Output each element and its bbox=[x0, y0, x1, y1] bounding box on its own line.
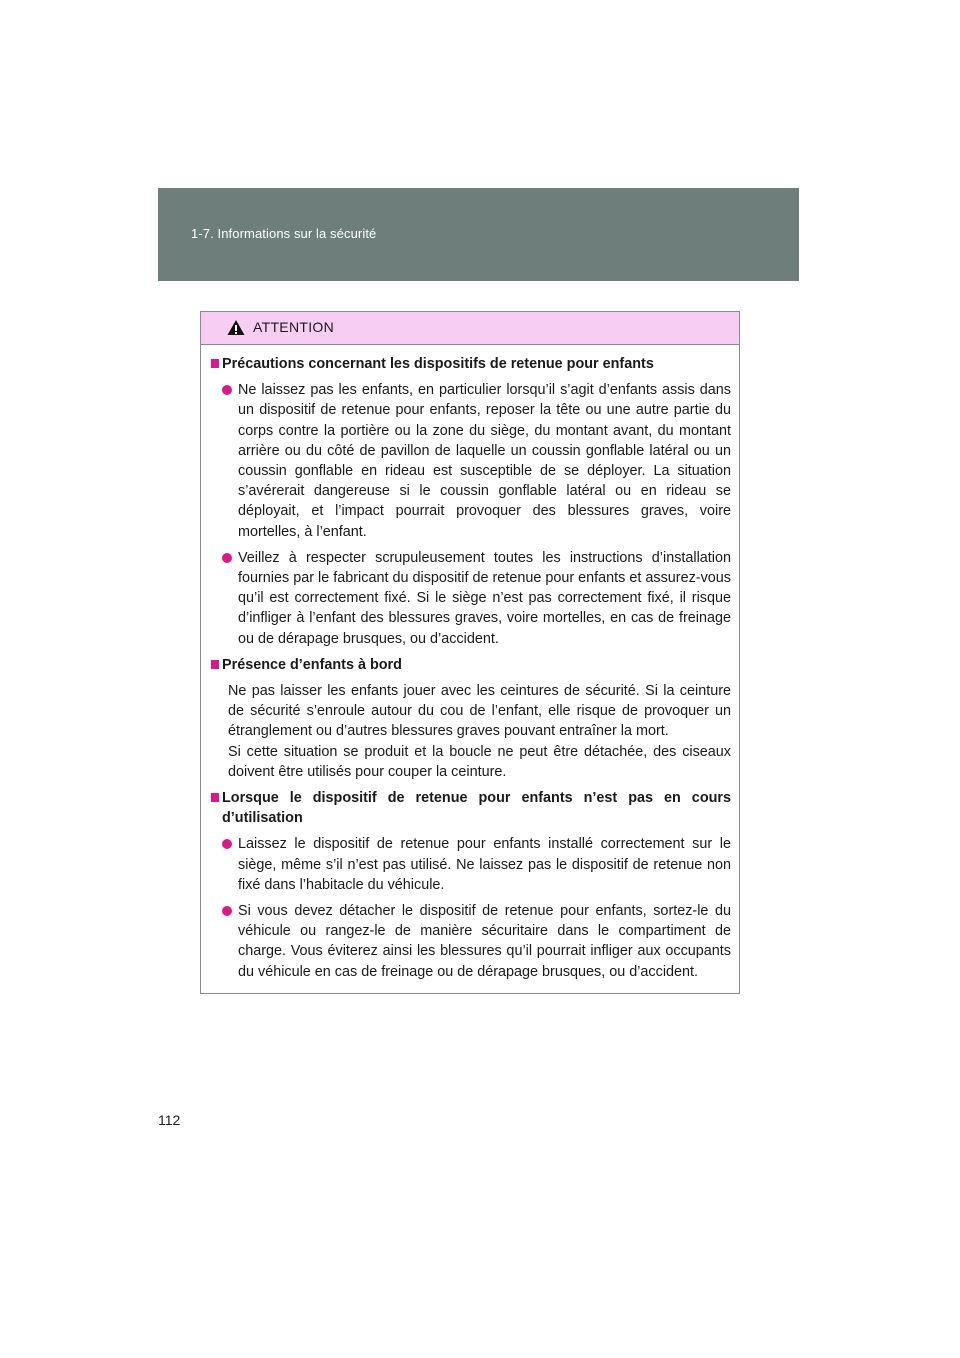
list-item: Si vous devez détacher le dispositif de retenue pour enfants, sortez-le du véhicule ou rangez-le de manière sécuritaire dans le compartiment de charge. Vous éviterez ainsi les blessures qu’il pourrait infliger aux occupants du véhicule en cas de freinage ou de dérapage brusques, ou d’accident. bbox=[211, 901, 731, 982]
attention-title: ATTENTION bbox=[253, 319, 334, 335]
round-bullet-icon bbox=[222, 839, 232, 849]
round-bullet-icon bbox=[222, 553, 232, 563]
square-bullet-icon bbox=[211, 359, 219, 368]
section-heading-children-on-board: Présence d’enfants à bord bbox=[211, 655, 731, 675]
attention-box bbox=[200, 311, 740, 994]
section-heading-restraint-not-in-use: Lorsque le dispositif de retenue pour enfants n’est pas en cours d’utilisation bbox=[211, 788, 731, 828]
paragraph: Ne pas laisser les enfants jouer avec les ceintures de sécurité. Si la ceinture de sécurité s’enroule autour du cou de l’enfant, elle risque de provoquer un étranglement ou d’autres blessures graves pouvant entraîner la mort. Si cette situation se produit et la boucle ne peut être détachée, des ciseaux doivent être utilisés pour couper la ceinture. bbox=[228, 683, 731, 780]
list-item: Laissez le dispositif de retenue pour enfants installé correctement sur le siège, même s’il n’est pas utilisé. Ne laissez pas le dispositif de retenue non fixé dans l’habitacle du véhicule. bbox=[211, 834, 731, 895]
list-item: Ne laissez pas les enfants, en particulier lorsqu’il s’agit d’enfants assis dans un dispositif de retenue pour enfants, reposer la tête ou une autre partie du corps contre la portière ou la zone du siège, du montant avant, du montant arrière ou du côté de pavillon de laquelle un coussin gonflable latéral ou un coussin gonflable en rideau est susceptible de se déployer. La situation s’avérerait dangereuse si le coussin gonflable latéral ou en rideau se déployait, et l’impact pourrait provoquer des blessures graves, voire mortelles, à l’enfant. bbox=[211, 380, 731, 542]
section-header bbox=[158, 188, 799, 281]
square-bullet-icon bbox=[211, 660, 219, 669]
warning-triangle-icon bbox=[227, 319, 245, 336]
attention-content bbox=[201, 345, 739, 982]
attention-header bbox=[201, 312, 739, 345]
round-bullet-icon bbox=[222, 385, 232, 395]
section-title: 1-7. Informations sur la sécurité bbox=[191, 226, 377, 241]
square-bullet-icon bbox=[211, 793, 219, 802]
list-item: Veillez à respecter scrupuleusement toutes les instructions d’installation fournies par le fabricant du dispositif de retenue pour enfants et assurez-vous qu’il est correctement fixé. Si le siège n’est pas correctement fixé, il risque d’infliger à l’enfant des blessures graves, voire mortelles, en cas de freinage ou de dérapage brusques, ou d’accident. bbox=[211, 548, 731, 649]
round-bullet-icon bbox=[222, 906, 232, 916]
page-number: 112 bbox=[158, 1112, 181, 1128]
section-heading-child-restraint-precautions: Précautions concernant les dispositifs de retenue pour enfants bbox=[211, 354, 731, 374]
